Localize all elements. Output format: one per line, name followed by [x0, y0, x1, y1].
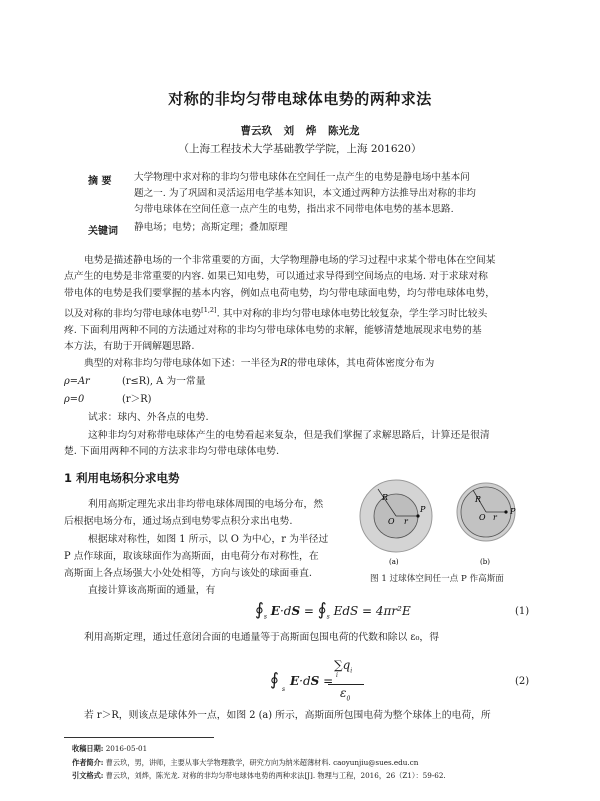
- label-P-b: P: [510, 507, 516, 516]
- equation-1: $∮_s$ $E\cdot dS = ∮_s$ EdS = 4πr²E: [255, 600, 411, 621]
- figure-caption: 图 1 过球体空间任一点 P 作高斯面: [370, 574, 504, 584]
- figure-1: [356, 476, 536, 586]
- keywords-label: 关键词: [88, 226, 118, 237]
- point-p-a: [416, 514, 419, 517]
- abstract-line: 题之一. 为了巩固和灵活运用电学基本知识，本文通过两种方法推导出对称的非均: [134, 188, 476, 199]
- intro-line: 本方法，有助于开阔解题思路.: [64, 341, 195, 353]
- label-a: (a): [389, 558, 399, 566]
- citation: [1,2]: [201, 306, 217, 315]
- section1-line: 利用高斯定理先求出非均带电球体周围的电场分布，然: [88, 499, 324, 510]
- intro-line: 电势是描述静电场的一个非常重要的方面，大学物理静电场的学习过程中求某个带电体在空间某: [84, 255, 496, 266]
- footnotes: [72, 742, 446, 783]
- equation-1-tag: (1): [515, 606, 530, 617]
- section1-paragraph: [64, 496, 354, 600]
- intro-line-part: 以及对称的非均匀带电球体电势: [64, 308, 202, 320]
- label-O-a: O: [388, 517, 395, 526]
- label-P-a: P: [420, 505, 426, 514]
- footnote-author: [72, 756, 446, 770]
- intro-line: 点产生的电势是非常重要的内容. 如果已知电势，可以通过求导得到空间场点的电场. 对于求球对称: [64, 271, 488, 283]
- paper-title: 对称的非均匀带电球体电势的两种求法: [168, 90, 432, 108]
- intro-line-part: . 其中对称的非均匀带电球体电势比较复杂，学生学习时比较头: [216, 308, 488, 320]
- section-heading: 1 利用电场积分求电势: [64, 471, 180, 485]
- footnote-label: 作者简介:: [72, 757, 104, 767]
- density-1: ρ=Ar: [64, 376, 90, 387]
- section1-line: 高斯面上各点场强大小处处相等，方向与该处的球面垂直.: [64, 568, 313, 580]
- density-2: ρ=0: [64, 394, 85, 405]
- density-2-condition: (r＞R): [122, 394, 152, 405]
- label-b: (b): [480, 558, 490, 566]
- footnote-value: 曹云玖，男，讲师，主要从事大学物理教学，研究方向为纳米超薄材料. caoyunjiu@sues.edu.cn: [105, 757, 419, 767]
- footnote-value: 曹云玖，刘烨，陈光龙. 对称的非均匀带电球体电势的两种求法[J]. 物理与工程，2016，26（Z1）：59-62.: [105, 771, 446, 780]
- problem-line: 这种非均匀对称带电球体产生的电势看起来复杂，但是我们掌握了求解思路后，计算还是很清: [88, 430, 490, 441]
- label-R-a: R: [382, 493, 389, 502]
- section1-line: 直接计算该高斯面的通量，有: [88, 585, 216, 597]
- section1-line: 后根据电场分布，通过场点到电势零点积分求出电势.: [64, 516, 293, 528]
- problem-text: 典型的对称非均匀带电球体如下述：一半径为: [84, 358, 280, 369]
- footnote-label: 引文格式:: [72, 771, 104, 780]
- problem-text: 的带电球体，其电荷体密度分布为: [287, 358, 435, 369]
- problem-question: 试求：球内、外各点的电势.: [88, 412, 209, 423]
- authors: 曹云玖 刘 烨 陈光龙: [240, 125, 360, 137]
- label-O-b: O: [479, 513, 486, 522]
- footnote-rule: [64, 737, 214, 738]
- density-1-condition: (r≤R), A 为一常量: [122, 376, 206, 387]
- abstract-line: 匀带电球体在空间任意一点产生的电势，指出求不同带电体电势的基本思路.: [134, 204, 454, 215]
- intro-paragraph: [64, 253, 540, 356]
- label-r-a: r: [404, 517, 408, 526]
- problem-statement: [84, 356, 434, 372]
- problem-line: 楚. 下面用两种不同的方法求非均匀带电球体电势.: [64, 446, 280, 458]
- footnote-value: 2016-05-01: [105, 744, 148, 753]
- point-p-b: [504, 510, 507, 513]
- footnote-label: 收稿日期:: [72, 744, 104, 753]
- keywords-text: 静电场；电势；高斯定理；叠加原理: [134, 222, 288, 233]
- problem-paragraph: [64, 428, 540, 461]
- intro-line: [64, 302, 540, 323]
- affiliation: （上海工程技术大学基础教学学院，上海 201620）: [178, 143, 422, 155]
- section1-line: P 点作球面，取该球面作为高斯面，由电荷分布对称性，在: [64, 550, 319, 562]
- equation-2-tag: (2): [515, 676, 530, 687]
- abstract-label: 摘 要: [88, 176, 112, 187]
- abstract-text: [134, 170, 534, 218]
- footnote-cite: [72, 769, 446, 783]
- label-r-b: r: [493, 513, 497, 522]
- label-R-b: R: [475, 495, 482, 504]
- intro-line: 疼. 下面利用两种不同的方法通过对称的非均匀带电球体电势的求解，能够清楚地展现求电势的基: [64, 324, 482, 336]
- section1-line: 根据球对称性，如图 1 所示，以 O 为中心，r 为半径过: [88, 533, 329, 545]
- section1-last-line: 若 r＞R，则该点是球体外一点，如图 2 (a) 所示，高斯面所包围电荷为整个球体上的电荷，所: [84, 710, 491, 721]
- gauss-law-text: 利用高斯定理，通过任意闭合面的电通量等于高斯面包围电荷的代数和除以 ε₀，得: [84, 632, 440, 643]
- footnote-received: [72, 742, 446, 756]
- intro-line: 带电体的电势是我们要掌握的基本内容，例如点电荷电势，均匀带电球面电势，均匀带电球体电势，: [64, 287, 496, 299]
- radius-symbol: R: [279, 358, 288, 369]
- abstract-line: 大学物理中求对称的非均匀带电球体在空间任一点产生的电势是静电场中基本问: [134, 172, 470, 183]
